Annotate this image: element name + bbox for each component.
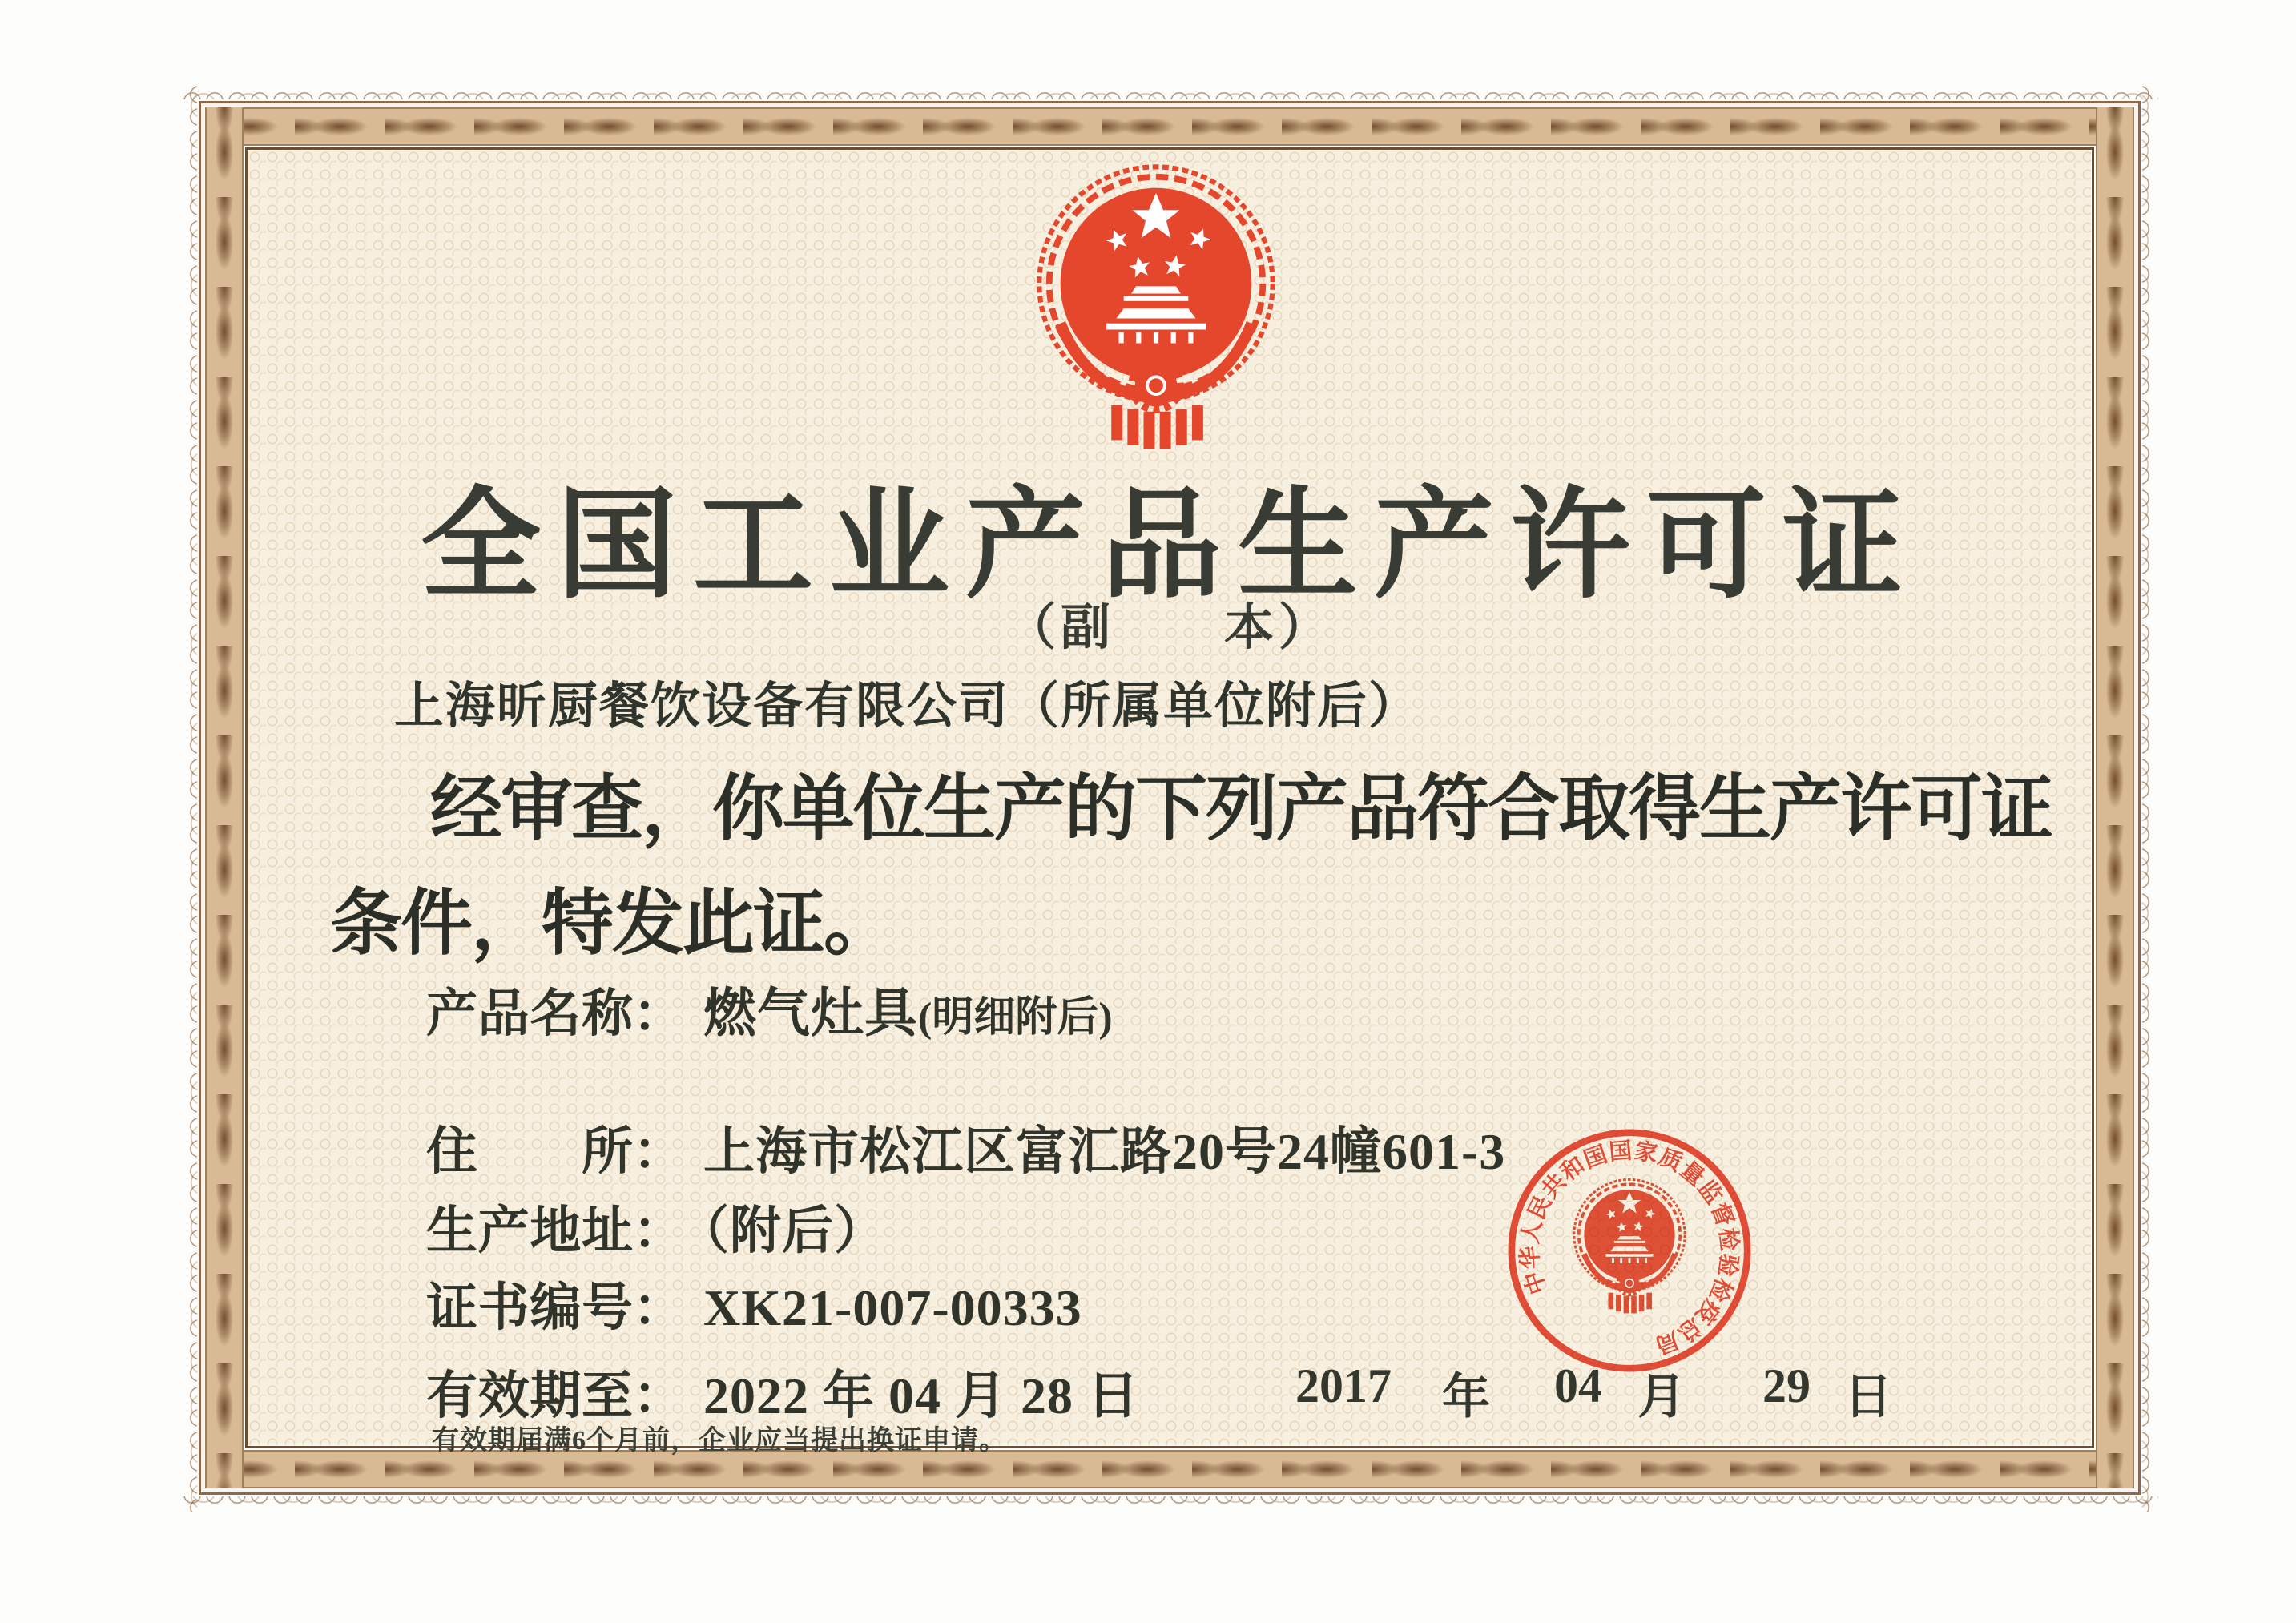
product-name-label: 产品名称 — [426, 985, 633, 1042]
lace-border-bottom — [181, 1496, 2158, 1519]
seal-ring-text: 中华人民共和国国家质量监督检验检疫总局 — [1517, 1138, 1742, 1359]
certificate-number-label: 证书编号 — [426, 1279, 633, 1336]
official-seal — [1492, 1113, 1767, 1388]
renewal-note: 有效期届满6个月前，企业应当提出换证申请。 — [432, 1426, 1007, 1456]
certificate-subtitle: （副 本） — [1005, 601, 1333, 655]
production-address-value: （附后） — [703, 1202, 886, 1259]
guilloche-band-right — [2096, 107, 2134, 1488]
field-row-residence — [426, 1110, 1505, 1184]
certificate-title: 全国工业产品生产许可证 — [420, 480, 1919, 613]
issue-year: 2017 — [1295, 1359, 1392, 1412]
national-emblem-icon — [1032, 162, 1280, 450]
product-name-value: 燃气灶具 — [703, 985, 918, 1043]
certificate-frame — [175, 77, 2165, 1519]
issue-day: 29 — [1762, 1359, 1811, 1412]
product-name-note: (明细附后) — [918, 995, 1113, 1041]
field-row-product-name — [426, 970, 1113, 1046]
lace-border-top — [181, 77, 2158, 99]
residence-value: 上海市松江区富汇路20号24幢601-3 — [703, 1123, 1506, 1180]
issue-month-unit: 月 — [1637, 1371, 1686, 1424]
company-name-line: 上海昕厨餐饮设备有限公司（所属单位附后） — [394, 679, 1420, 734]
statement-line-2: 条件，特发此证。 — [330, 884, 894, 964]
field-row-production-address — [426, 1190, 886, 1263]
colon: ： — [633, 1367, 684, 1424]
valid-until-value: 2022 年 04 月 28 日 — [703, 1367, 1139, 1424]
guilloche-band-top — [205, 107, 2134, 146]
colon: ： — [633, 985, 684, 1042]
certificate-body — [248, 151, 2091, 1456]
issue-month: 04 — [1554, 1359, 1602, 1412]
certificate-number-value: XK21-007-00333 — [703, 1279, 1082, 1336]
colon: ： — [633, 1279, 684, 1336]
valid-until-label: 有效期至 — [426, 1367, 633, 1424]
lace-border-right — [2142, 83, 2165, 1512]
residence-label: 住所 — [426, 1123, 633, 1180]
issue-year-unit: 年 — [1442, 1371, 1490, 1424]
seal-emblem-icon — [1574, 1179, 1685, 1313]
colon: ： — [633, 1123, 684, 1180]
guilloche-band-left — [205, 107, 244, 1488]
lace-border-left — [175, 83, 197, 1512]
statement-line-1: 经审查，你单位生产的下列产品符合取得生产许可证 — [430, 770, 2052, 849]
issue-day-unit: 日 — [1844, 1371, 1892, 1424]
production-address-label: 生产地址 — [426, 1202, 633, 1259]
field-row-certificate-number — [426, 1267, 1082, 1340]
colon: ： — [633, 1202, 684, 1259]
